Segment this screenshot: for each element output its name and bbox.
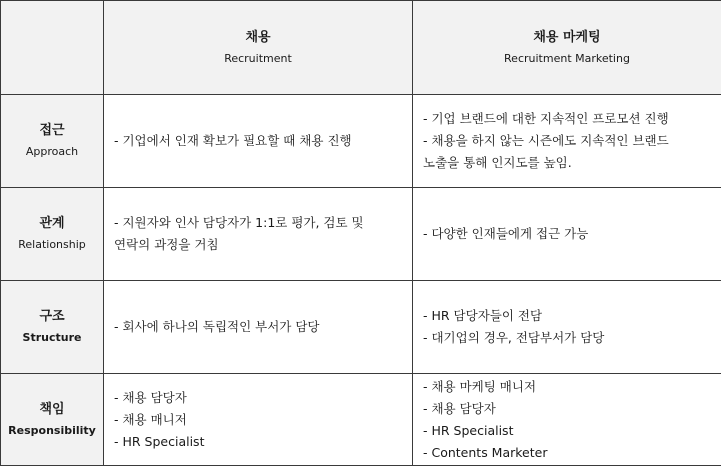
cell-line: - 채용 담당자: [114, 389, 187, 405]
column-header-ko: 채용: [245, 29, 271, 45]
column-header-en: Recruitment: [224, 51, 292, 65]
cell-responsibility-recruitment: [104, 374, 413, 466]
cell-line: - 다양한 인재들에게 접근 가능: [423, 226, 589, 241]
table-row: [1, 374, 721, 466]
cell-line: - HR Specialist: [114, 433, 205, 449]
row-header-en: Structure: [22, 331, 82, 344]
row-header-relationship: [1, 188, 104, 281]
row-header-ko: 접근: [39, 123, 65, 138]
table-row: [1, 95, 721, 188]
row-header-en: Responsibility: [8, 423, 96, 437]
cell-line: - 채용을 하지 않는 시즌에도 지속적인 브랜드: [423, 133, 669, 148]
table-row: [1, 281, 721, 374]
cell-line: - HR Specialist: [423, 422, 514, 438]
corner-cell: [1, 1, 104, 95]
row-header-en: Approach: [25, 145, 79, 158]
row-header-ko: 구조: [39, 309, 65, 324]
cell-line: - 기업 브랜드에 대한 지속적인 프로모션 진행: [423, 111, 669, 126]
row-header-ko: 책임: [39, 401, 65, 417]
cell-relationship-marketing: [413, 188, 721, 281]
cell-line: - 채용 매니저: [114, 411, 187, 427]
cell-line: - 지원자와 인사 담당자가 1:1로 평가, 검토 및: [114, 215, 364, 230]
table-row: [1, 188, 721, 281]
column-header-ko: 채용 마케팅: [533, 29, 601, 45]
cell-approach-marketing: [413, 95, 721, 188]
cell-line: - Contents Marketer: [423, 444, 548, 460]
cell-line: - HR 담당자들이 전담: [423, 308, 543, 323]
cell-relationship-recruitment: [104, 188, 413, 281]
cell-responsibility-marketing: [413, 374, 721, 466]
row-header-approach: [1, 95, 104, 188]
cell-structure-recruitment: [104, 281, 413, 374]
column-header-recruitment: [104, 1, 413, 95]
column-header-en: Recruitment Marketing: [504, 51, 630, 65]
column-header-marketing: [413, 1, 721, 95]
cell-structure-marketing: [413, 281, 721, 374]
cell-line: - 채용 마케팅 매니저: [423, 378, 537, 394]
cell-line: 연락의 과정을 거침: [114, 237, 219, 252]
cell-line: 노출을 통해 인지도를 높임.: [423, 155, 572, 170]
row-header-en: Relationship: [18, 238, 86, 251]
row-header-structure: [1, 281, 104, 374]
cell-line: - 대기업의 경우, 전담부서가 담당: [423, 330, 605, 345]
row-header-responsibility: [1, 374, 104, 466]
cell-approach-recruitment: [104, 95, 413, 188]
cell-line: - 회사에 하나의 독립적인 부서가 담당: [114, 319, 320, 334]
cell-line: - 기업에서 인재 확보가 필요할 때 채용 진행: [114, 133, 352, 148]
row-header-ko: 관계: [39, 216, 65, 231]
header-row: [1, 1, 721, 95]
cell-line: - 채용 담당자: [423, 400, 496, 416]
